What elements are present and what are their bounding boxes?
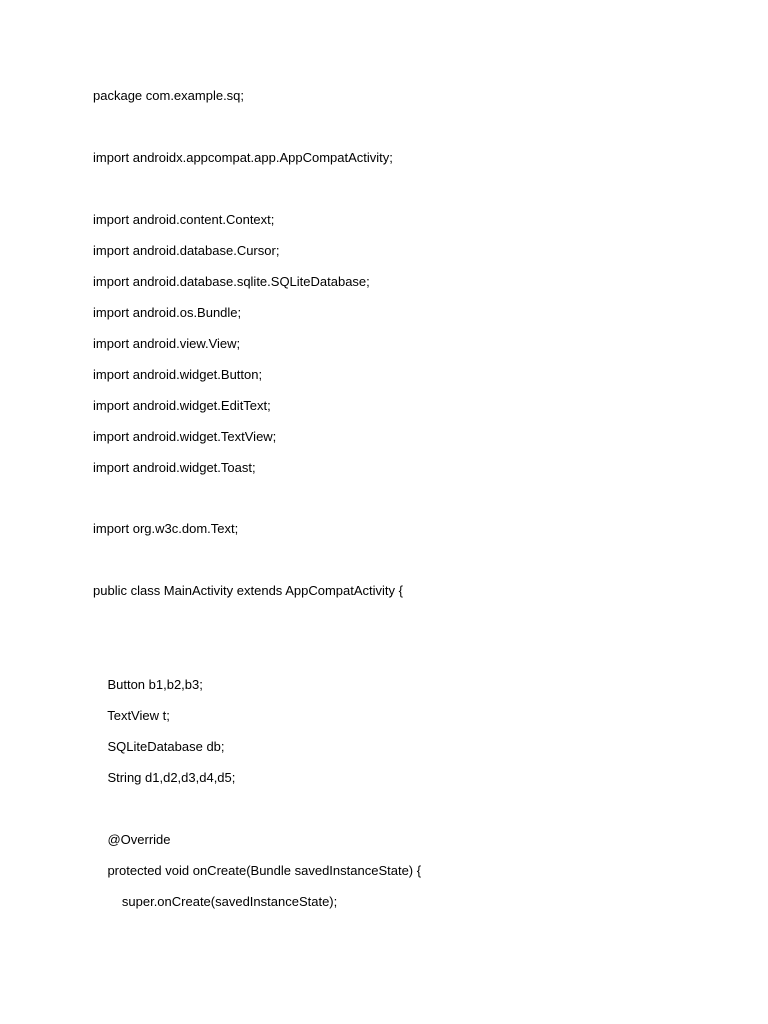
code-line-package: package com.example.sq;: [93, 88, 245, 103]
code-line-field: String d1,d2,d3,d4,d5;: [93, 770, 236, 785]
code-line-import: import org.w3c.dom.Text;: [93, 521, 239, 536]
code-line-import: import android.content.Context;: [93, 212, 275, 227]
code-line-field: Button b1,b2,b3;: [93, 677, 203, 692]
code-line-import: import android.widget.Toast;: [93, 460, 256, 475]
code-line-import: import androidx.appcompat.app.AppCompatActivity;: [93, 150, 393, 165]
code-line-field: SQLiteDatabase db;: [93, 739, 225, 754]
code-line-statement: super.onCreate(savedInstanceState);: [93, 894, 338, 909]
code-line-import: import android.widget.Button;: [93, 367, 263, 382]
code-line-import: import android.widget.EditText;: [93, 398, 271, 413]
code-line-import: import android.os.Bundle;: [93, 305, 242, 320]
code-line-annotation: @Override: [93, 832, 171, 847]
code-line-class-declaration: public class MainActivity extends AppCompatActivity {: [93, 583, 403, 598]
code-line-import: import android.widget.TextView;: [93, 429, 277, 444]
code-line-method-declaration: protected void onCreate(Bundle savedInstanceState) {: [93, 863, 422, 878]
code-line-field: TextView t;: [93, 708, 170, 723]
code-line-import: import android.database.sqlite.SQLiteDatabase;: [93, 274, 370, 289]
code-line-import: import android.view.View;: [93, 336, 241, 351]
code-line-import: import android.database.Cursor;: [93, 243, 280, 258]
